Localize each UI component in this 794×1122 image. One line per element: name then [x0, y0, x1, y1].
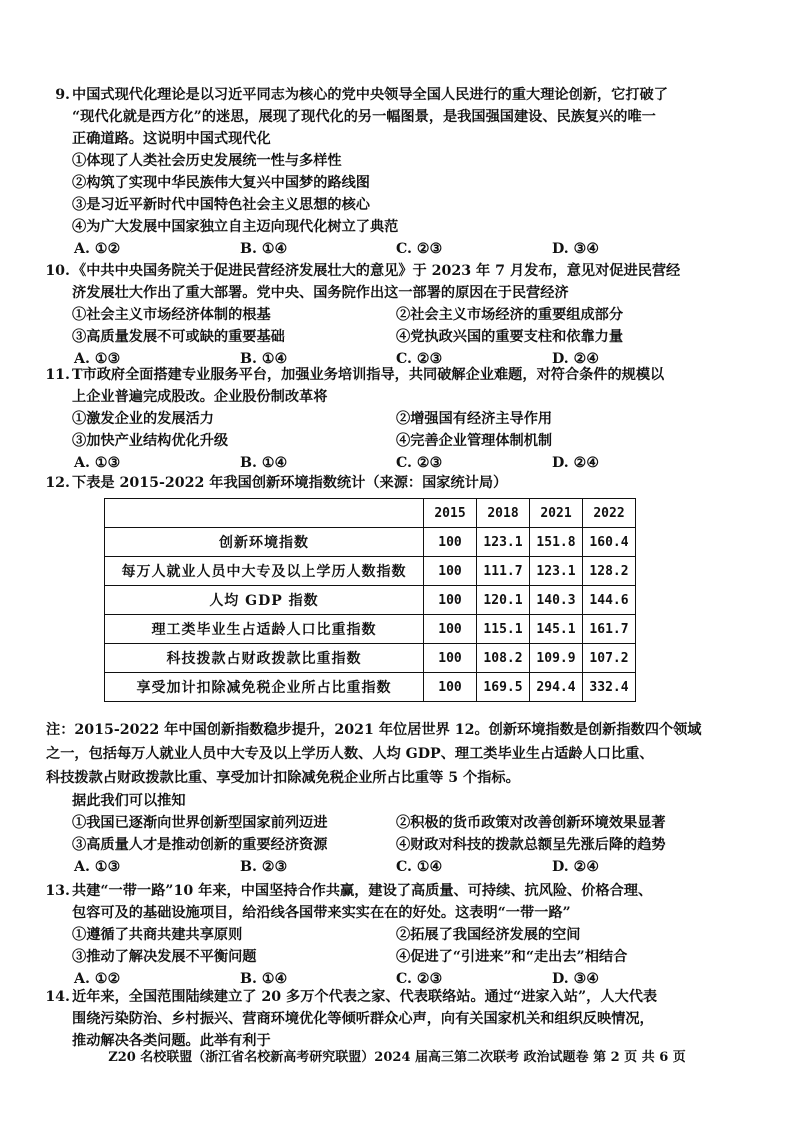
choice-b: B. ②③ — [240, 859, 288, 875]
question-number: 10. — [45, 263, 70, 279]
statement-option-row — [44, 834, 756, 856]
table-cell: 科技拨款占财政拨款比重指数 — [105, 644, 424, 673]
statement-option: ③高质量人才是推动创新的重要经济资源 — [72, 837, 328, 853]
statement-option: ①遵循了共商共建共享原则 — [72, 927, 243, 943]
question-number: 12. — [45, 475, 70, 491]
question-stem-line — [44, 986, 756, 1008]
statement-option: ③推动了解决发展不平衡问题 — [72, 949, 257, 965]
innovation-index-table — [104, 498, 636, 702]
table-cell: 100 — [424, 615, 477, 644]
question-stem-line — [44, 472, 756, 494]
table-header-cell — [105, 499, 424, 528]
question-12 — [44, 472, 756, 494]
table-cell: 151.8 — [530, 528, 583, 557]
statement-option: ②拓展了我国经济发展的空间 — [396, 927, 581, 943]
table-cell: 332.4 — [583, 673, 636, 702]
statement-option-row — [44, 946, 756, 968]
choice-c: C. ①④ — [396, 859, 443, 875]
stem-text: 近年来，全国范围陆续建立了 20 多万个代表之家、代表联络站。通过“进家入站”，人大代表 — [72, 989, 658, 1005]
table-cell: 140.3 — [530, 586, 583, 615]
choice-d: D. ②④ — [552, 455, 600, 471]
question-stem-line: 济发展壮大作出了重大部署。党中央、国务院作出这一部署的原因在于民营经济 — [72, 285, 569, 301]
choice-c: C. ②③ — [396, 351, 443, 367]
table-cell: 120.1 — [477, 586, 530, 615]
statement-option-row — [44, 430, 756, 452]
question-stem-line — [44, 880, 756, 902]
statement-option: ①体现了人类社会历史发展统一性与多样性 — [72, 153, 342, 169]
question-12-options — [44, 790, 756, 878]
stem-text: 共建“一带一路”10 年来，中国坚持合作共赢，建设了高质量、可持续、抗风险、价格合理、 — [72, 883, 653, 899]
statement-option: ③加快产业结构优化升级 — [72, 433, 229, 449]
statement-option: ②构筑了实现中华民族伟大复兴中国梦的路线图 — [72, 175, 370, 191]
question-stem-line — [44, 260, 756, 282]
statement-option: ②社会主义市场经济的重要组成部分 — [396, 307, 624, 323]
question-number: 14. — [45, 989, 70, 1005]
question-stem-line — [44, 364, 756, 386]
table-cell: 理工类毕业生占适龄人口比重指数 — [105, 615, 424, 644]
question-number: 13. — [45, 883, 70, 899]
statement-option: ④为广大发展中国家独立自主迈向现代化树立了典范 — [72, 219, 399, 235]
choice-a: A. ①② — [74, 241, 121, 257]
question-lead: 据此我们可以推知 — [72, 793, 186, 809]
choice-c: C. ②③ — [396, 455, 443, 471]
question-9 — [44, 84, 756, 260]
question-number: 9. — [55, 87, 70, 103]
choice-b: B. ①④ — [240, 241, 288, 257]
choice-d: D. ②④ — [552, 859, 600, 875]
question-stem-line: 围绕污染防治、乡村振兴、营商环境优化等倾听群众心声，向有关国家机关和组织反映情况， — [72, 1011, 654, 1027]
table-cell: 160.4 — [583, 528, 636, 557]
table-cell: 100 — [424, 644, 477, 673]
stem-text: 《中共中央国务院关于促进民营经济发展壮大的意见》于 2023 年 7 月发布，意见对促进民营经 — [72, 263, 681, 279]
page-footer: Z20 名校联盟（浙江省名校新高考研究联盟）2024 届高三第二次联考 政治试题卷 第 2 页 共 6 页 — [108, 1050, 686, 1065]
statement-option: ①我国已逐渐向世界创新型国家前列迈进 — [72, 815, 328, 831]
statement-option-row — [44, 812, 756, 834]
table-cell: 128.2 — [583, 557, 636, 586]
question-stem-line: 上企业普遍完成股改。企业股份制改革将 — [72, 389, 328, 405]
table-row — [105, 557, 636, 586]
table-cell: 创新环境指数 — [105, 528, 424, 557]
statement-option: ③高质量发展不可或缺的重要基础 — [72, 329, 285, 345]
table-header-row — [105, 499, 636, 528]
note-line: 之一，包括每万人就业人员中大专及以上学历人数、人均 GDP、理工类毕业生占适龄人口比重、 — [46, 746, 654, 762]
stem-text: T市政府全面搭建专业服务平台，加强业务培训指导，共同破解企业难题，对符合条件的规模以 — [72, 367, 665, 383]
choice-c: C. ②③ — [396, 971, 443, 987]
question-13 — [44, 880, 756, 990]
choice-d: D. ③④ — [552, 971, 600, 987]
statement-option: ③是习近平新时代中国特色社会主义思想的核心 — [72, 197, 370, 213]
table-header-cell: 2022 — [583, 499, 636, 528]
question-11 — [44, 364, 756, 474]
table-cell: 100 — [424, 528, 477, 557]
table-cell: 145.1 — [530, 615, 583, 644]
choice-d: D. ②④ — [552, 351, 600, 367]
note-line: 注：2015-2022 年中国创新指数稳步提升，2021 年位居世界 12。创新环境指数是创新指数四个领域 — [46, 722, 702, 738]
table-cell: 100 — [424, 586, 477, 615]
table-cell: 123.1 — [530, 557, 583, 586]
answer-choices — [44, 856, 756, 878]
table-cell: 111.7 — [477, 557, 530, 586]
choice-a: A. ①③ — [74, 351, 121, 367]
table-header-cell: 2015 — [424, 499, 477, 528]
table-cell: 161.7 — [583, 615, 636, 644]
table-note — [46, 718, 758, 790]
statement-option: ④党执政兴国的重要支柱和依靠力量 — [396, 329, 624, 345]
question-stem-line: 包容可及的基础设施项目，给沿线各国带来实实在在的好处。这表明“一带一路” — [72, 905, 571, 921]
statement-option-row — [44, 408, 756, 430]
note-line: 科技拨款占财政拨款比重、享受加计扣除减免税企业所占比重等 5 个指标。 — [46, 770, 520, 786]
table-cell: 144.6 — [583, 586, 636, 615]
table-row — [105, 673, 636, 702]
statement-option-row — [44, 326, 756, 348]
question-stem-line: “现代化就是西方化”的迷思，展现了现代化的另一幅图景，是我国强国建设、民族复兴的唯一 — [72, 109, 656, 125]
table-cell: 115.1 — [477, 615, 530, 644]
question-stem-line — [44, 84, 756, 106]
table-cell: 100 — [424, 673, 477, 702]
table-header-cell: 2021 — [530, 499, 583, 528]
statement-option: ②增强国有经济主导作用 — [396, 411, 553, 427]
statement-option: ④完善企业管理体制机制 — [396, 433, 553, 449]
choice-b: B. ①④ — [240, 455, 288, 471]
table-row — [105, 615, 636, 644]
table-header-cell: 2018 — [477, 499, 530, 528]
question-stem-line: 正确道路。这说明中国式现代化 — [72, 131, 271, 147]
question-number: 11. — [45, 367, 70, 383]
statement-option-row — [44, 924, 756, 946]
table-cell: 123.1 — [477, 528, 530, 557]
table-row — [105, 644, 636, 673]
statement-option-row — [44, 304, 756, 326]
stem-text: 下表是 2015-2022 年我国创新环境指数统计（来源：国家统计局） — [72, 475, 508, 491]
choice-b: B. ①④ — [240, 971, 288, 987]
choice-a: A. ①② — [74, 971, 121, 987]
choice-d: D. ③④ — [552, 241, 600, 257]
statement-option: ④促进了“引进来”和“走出去”相结合 — [396, 949, 628, 965]
answer-choices — [44, 238, 756, 260]
question-10 — [44, 260, 756, 370]
table-cell: 人均 GDP 指数 — [105, 586, 424, 615]
answer-choices — [44, 452, 756, 474]
statement-option: ①社会主义市场经济体制的根基 — [72, 307, 271, 323]
stem-text: 中国式现代化理论是以习近平同志为核心的党中央领导全国人民进行的重大理论创新，它打破了 — [72, 87, 668, 103]
choice-a: A. ①③ — [74, 455, 121, 471]
choice-c: C. ②③ — [396, 241, 443, 257]
table-cell: 169.5 — [477, 673, 530, 702]
table-cell: 107.2 — [583, 644, 636, 673]
choice-b: B. ①④ — [240, 351, 288, 367]
table-row — [105, 586, 636, 615]
table-cell: 100 — [424, 557, 477, 586]
table-cell: 108.2 — [477, 644, 530, 673]
question-14 — [44, 986, 756, 1052]
table-cell: 每万人就业人员中大专及以上学历人数指数 — [105, 557, 424, 586]
table-cell: 享受加计扣除减免税企业所占比重指数 — [105, 673, 424, 702]
statement-option: ①激发企业的发展活力 — [72, 411, 214, 427]
table-cell: 109.9 — [530, 644, 583, 673]
table-row — [105, 528, 636, 557]
statement-option: ②积极的货币政策对改善创新环境效果显著 — [396, 815, 666, 831]
choice-a: A. ①③ — [74, 859, 121, 875]
statement-option: ④财政对科技的拨款总额呈先涨后降的趋势 — [396, 837, 666, 853]
question-stem-line: 推动解决各类问题。此举有利于 — [72, 1033, 271, 1049]
table-cell: 294.4 — [530, 673, 583, 702]
